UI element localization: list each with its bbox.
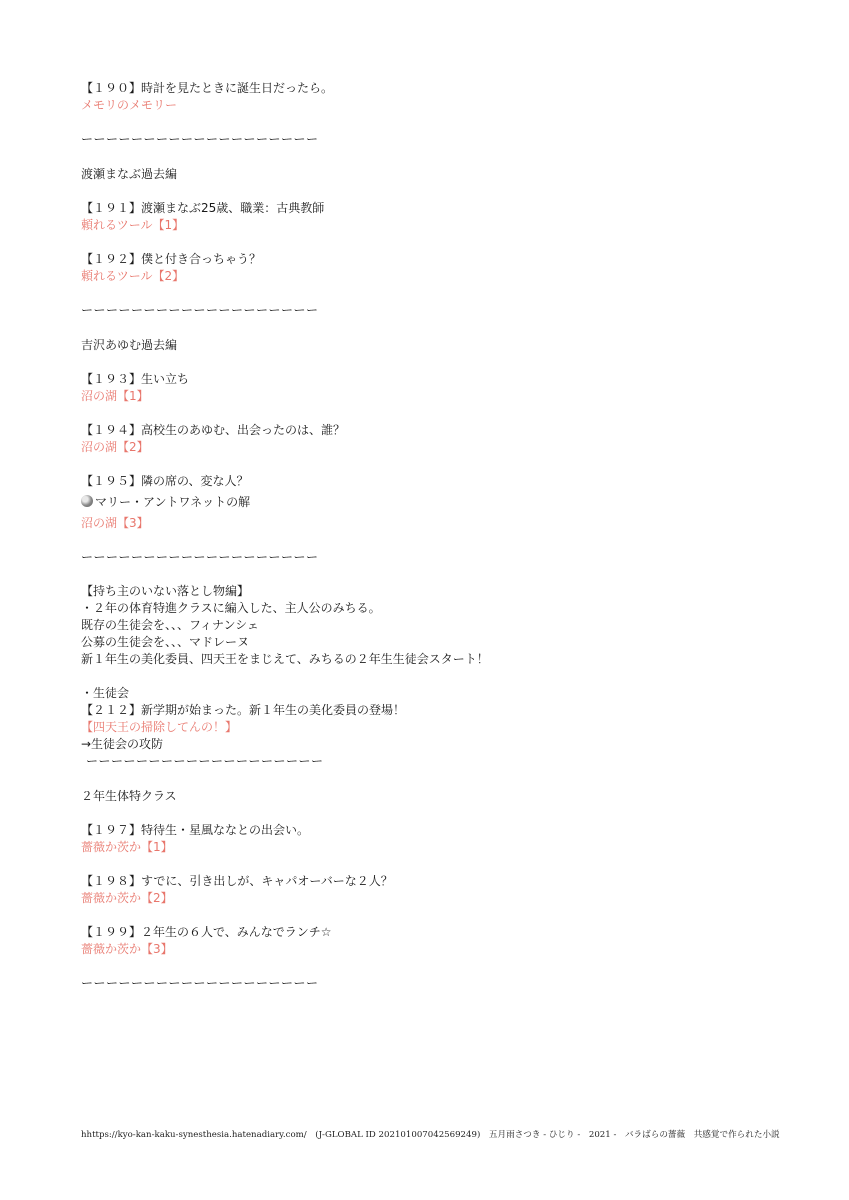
divider: ーーーーーーーーーーーーーーーーーーー	[81, 550, 319, 564]
marie-antoinette-line	[81, 494, 250, 510]
link-rose-3[interactable]: 薔薇か茨か【3】	[81, 942, 173, 956]
link-rose-2[interactable]: 薔薇か茨か【2】	[81, 891, 173, 905]
summary-line-4: 新１年生の美化委員、四天王をまじえて、みちるの２年生生徒会スタート！	[81, 652, 489, 666]
marie-antoinette-text: マリー・アントワネットの解	[95, 495, 251, 509]
link-lake-3[interactable]: 沼の湖【3】	[81, 516, 149, 530]
entry-193-title: 【１９３】生い立ち	[81, 372, 190, 386]
link-lake-1[interactable]: 沼の湖【1】	[81, 389, 149, 403]
divider: ーーーーーーーーーーーーーーーーーーー	[86, 754, 324, 768]
entry-191-title: 【１９１】渡瀬まなぶ25歳、職業：古典教師	[81, 201, 325, 215]
link-tool-1[interactable]: 頼れるツール【1】	[81, 218, 185, 232]
entry-199-title: 【１９９】２年生の６人で、みんなでランチ☆	[81, 925, 332, 939]
section-heading-watase: 渡瀬まなぶ過去編	[81, 167, 178, 181]
divider: ーーーーーーーーーーーーーーーーーーー	[81, 303, 319, 317]
link-memory[interactable]: メモリのメモリー	[81, 98, 178, 112]
arrow-note: →生徒会の攻防	[81, 737, 164, 751]
entry-198-title: 【１９８】すでに、引き出しが、キャパオーバーな２人？	[81, 874, 393, 888]
section-heading-yoshizawa: 吉沢あゆむ過去編	[81, 338, 178, 352]
entry-197-title: 【１９７】特待生・星風ななとの出会い。	[81, 823, 310, 837]
section-heading-2nd-grade: ２年生体特クラス	[81, 789, 177, 803]
entry-195-title: 【１９５】隣の席の、変な人？	[81, 474, 249, 488]
entry-194-title: 【１９４】高校生のあゆむ、出会ったのは、誰？	[81, 423, 346, 437]
link-shitenno[interactable]: 【四天王の掃除してんの！】	[81, 720, 238, 734]
link-rose-1[interactable]: 薔薇か茨か【1】	[81, 840, 173, 854]
page-footer: hhttps://kyo-kan-kaku-synesthesia.hatenadiary.com/ (J-GLOBAL ID 202101007042569249) 五月雨さつき - ひじり - 2021 - バラばらの薔薇 共感覚で作られた小説	[81, 1130, 780, 1140]
entry-212-title: 【２１２】新学期が始まった。新１年生の美化委員の登場！	[81, 703, 406, 717]
summary-line-1: ・２年の体育特進クラスに編入した、主人公のみちる。	[81, 601, 381, 615]
entry-190-title: 【１９０】時計を見たときに誕生日だったら。	[81, 81, 334, 95]
divider: ーーーーーーーーーーーーーーーーーーー	[81, 132, 319, 146]
entry-192-title: 【１９２】僕と付き合っちゃう？	[81, 252, 262, 266]
summary-line-2: 既存の生徒会を、、、フィナンシェ	[81, 618, 259, 632]
link-tool-2[interactable]: 頼れるツール【2】	[81, 269, 185, 283]
section-heading-lost-item: 【持ち主のいない落とし物編】	[81, 584, 250, 598]
sub-heading-student-council: ・生徒会	[81, 686, 130, 700]
summary-line-3: 公募の生徒会を、、、マドレーヌ	[81, 635, 250, 649]
link-lake-2[interactable]: 沼の湖【2】	[81, 440, 149, 454]
divider: ーーーーーーーーーーーーーーーーーーー	[81, 976, 319, 990]
gear-icon	[81, 495, 93, 507]
